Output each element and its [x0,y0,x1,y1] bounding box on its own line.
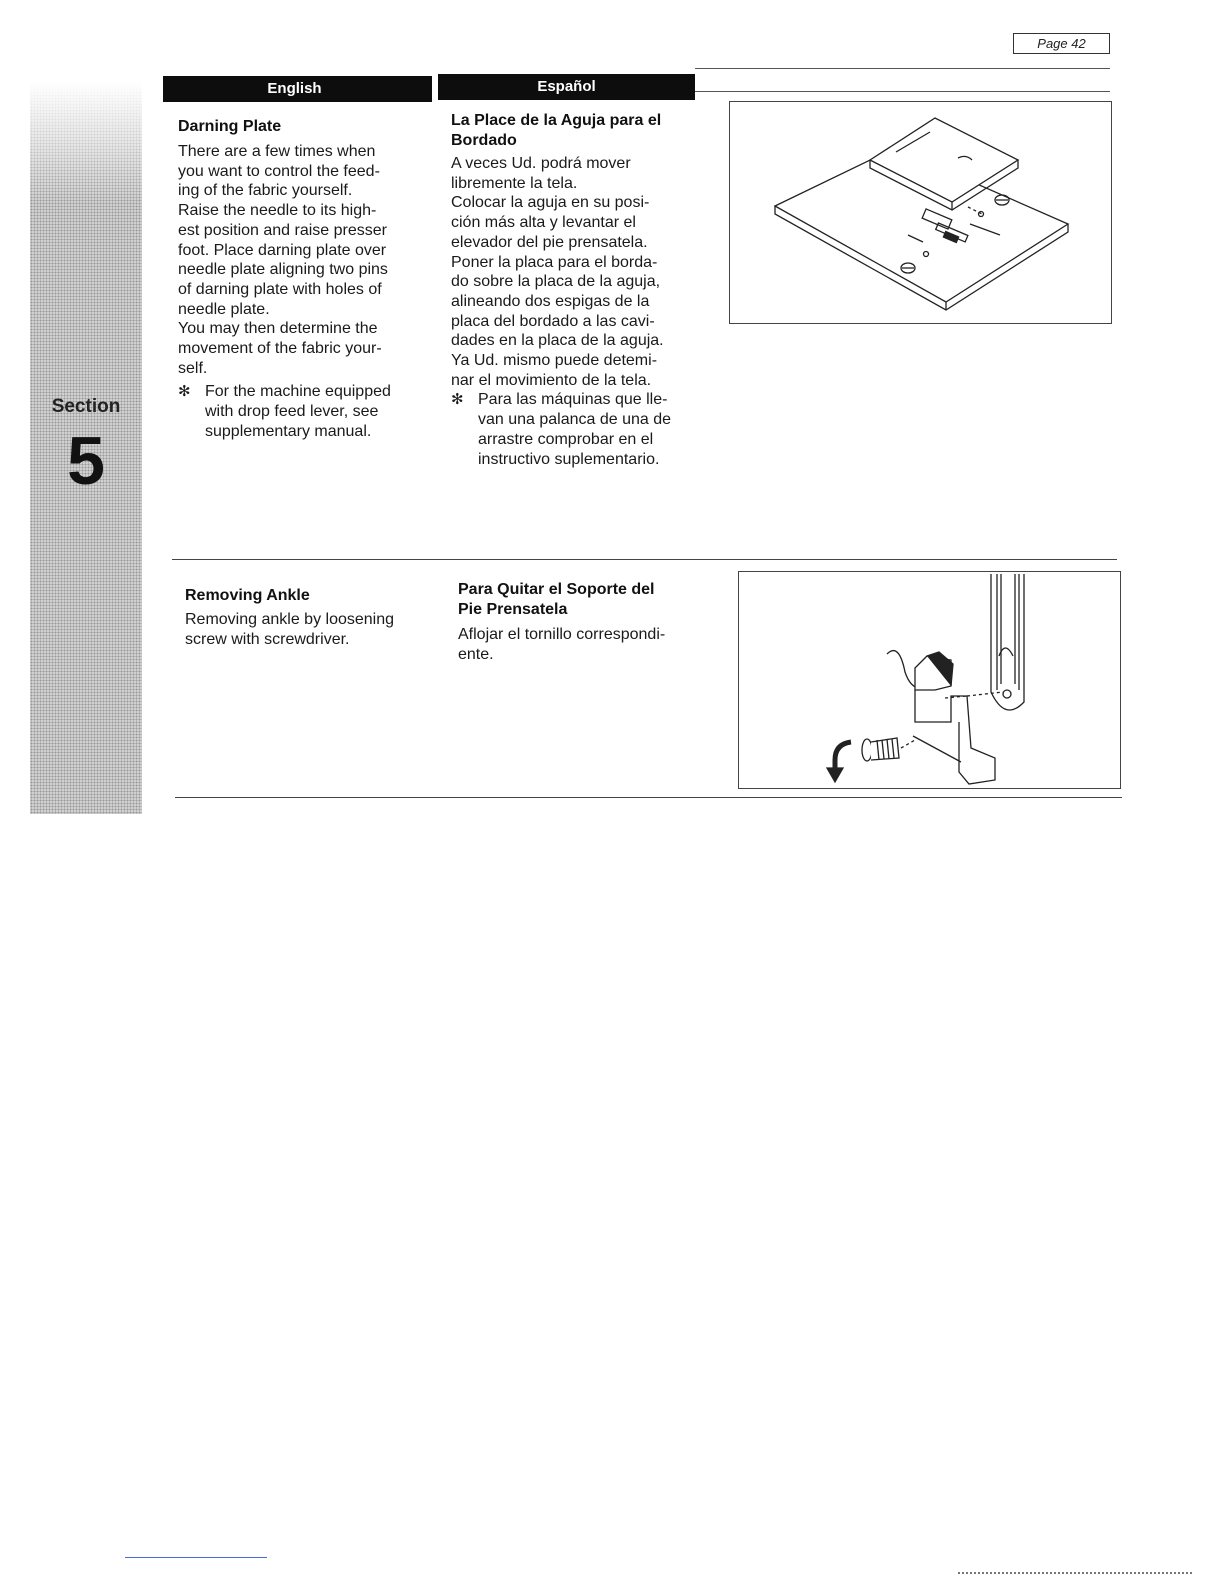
body-line: Raise the needle to its high- [178,202,377,220]
spanish-language-bar: Español [438,74,695,100]
blue-underline [125,1557,267,1558]
page-number-box: Page 42 [1013,33,1110,54]
body-line: placa del bordado a las cavi- [451,312,655,330]
note-line: arrastre comprobar en el [478,430,654,448]
bottom-divider [175,797,1122,798]
section-number: 5 [67,423,105,499]
darning-plate-spanish-note [451,390,701,469]
body-line: needle plate aligning two pins [178,261,388,279]
ankle-removal-drawing [739,572,1120,788]
body-line: foot. Place darning plate over [178,241,387,259]
removing-ankle-spanish-body [458,625,708,664]
body-line: needle plate. [178,300,270,318]
section-divider [172,559,1117,560]
darning-plate-heading: Darning Plate [178,118,282,135]
darning-plate-spanish-heading [451,111,701,151]
note-asterisk-icon: ✻ [451,391,464,409]
darning-plate-illustration [729,101,1112,324]
section-label: Section [51,396,121,417]
removing-ankle-spanish-heading [458,580,708,620]
body-line: Removing ankle by loosening [185,611,395,628]
body-line: Aflojar el tornillo correspondi- [458,626,666,643]
note-line: Para las máquinas que lle- [478,391,668,409]
dotted-footer-line [958,1572,1194,1574]
body-line: self. [178,359,208,377]
body-line: Poner la placa para el borda- [451,253,658,271]
language-bar-rule [695,91,1110,92]
removing-ankle-english-body [185,610,435,649]
body-line: alineando dos espigas de la [451,292,650,310]
body-line: There are a few times when [178,143,376,160]
removing-ankle-spanish [458,580,708,664]
darning-plate-english-note [178,382,428,441]
body-line: est position and raise presser [178,221,387,239]
heading-line: La Place de la Aguja para el [451,112,662,129]
body-line: Colocar la aguja en su posi- [451,194,650,212]
heading-line: Para Quitar el Soporte del [458,581,655,598]
darning-plate-english [178,117,428,442]
removing-ankle-illustration [738,571,1121,789]
darning-plate-spanish-body [451,154,701,390]
section-tab-fade [30,82,142,202]
body-line: screw with screwdriver. [185,630,350,648]
darning-plate-spanish [451,111,701,469]
body-line: Ya Ud. mismo puede detemi- [451,352,658,370]
language-bar-divider [426,76,432,102]
body-line: nar el movimiento de la tela. [451,371,652,389]
note-line: with drop feed lever, see [205,403,379,421]
body-line: ente. [458,645,494,663]
darning-plate-english-body [178,142,428,378]
body-line: libremente la tela. [451,174,578,192]
note-line: For the machine equipped [205,383,391,401]
body-line: movement of the fabric your- [178,340,382,358]
english-language-bar: English [163,76,426,102]
top-rule [695,68,1110,69]
body-line: elevador del pie prensatela. [451,233,648,251]
removing-ankle-heading: Removing Ankle [185,587,310,604]
removing-ankle-english [185,586,435,649]
body-line: dades en la placa de la aguja. [451,332,664,350]
darning-plate-drawing [730,102,1111,323]
body-line: do sobre la placa de la aguja, [451,273,661,291]
note-line: instructivo suplementario. [478,450,660,468]
body-line: you want to control the feed- [178,162,380,180]
heading-line: Bordado [451,132,517,149]
note-line: supplementary manual. [205,422,372,440]
note-line: van una palanca de una de [478,411,672,429]
note-asterisk-icon: ✻ [178,383,191,401]
body-line: You may then determine the [178,320,378,338]
heading-line: Pie Prensatela [458,601,568,618]
body-line: of darning plate with holes of [178,280,382,298]
body-line: ción más alta y levantar el [451,214,636,232]
body-line: ing of the fabric yourself. [178,182,353,200]
body-line: A veces Ud. podrá mover [451,155,631,172]
